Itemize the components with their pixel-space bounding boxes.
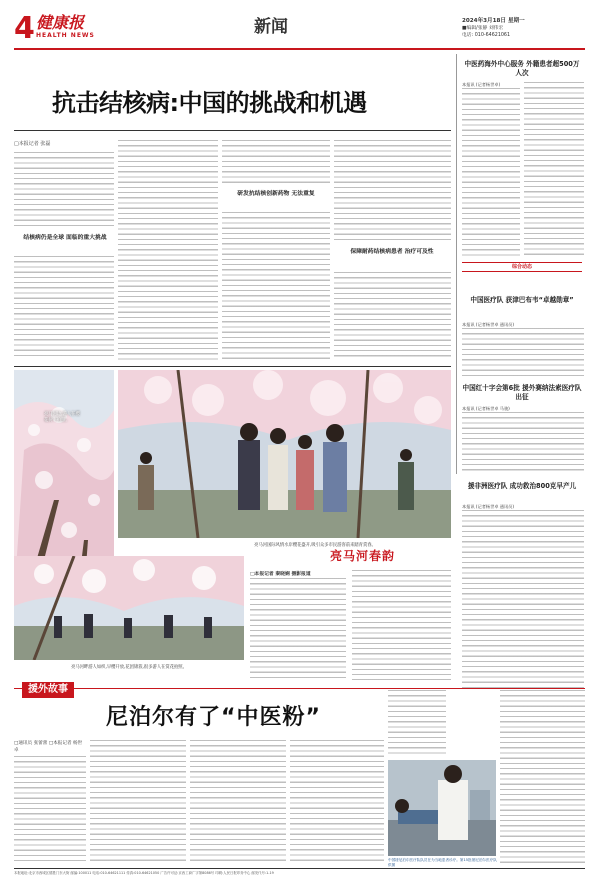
photo-top-rule — [14, 366, 451, 367]
main-photo-art — [118, 370, 451, 538]
masthead — [14, 12, 585, 48]
news4-byline: 本报讯 (记者杨世卓 通讯员) — [462, 504, 514, 509]
feature-title: 亮马河春韵 — [330, 549, 396, 563]
headline-rule — [14, 130, 451, 131]
photo-small-caption: 亮马河边,游人在樱花树下拍照。 — [44, 412, 80, 423]
news4-text — [462, 510, 584, 688]
phone-line: 电话: 010-64621061 — [462, 33, 511, 38]
bottom-byline: □通讯员 张蕾蕾 □本报记者 杨世卓 — [14, 741, 83, 753]
main-text-col3a — [222, 140, 330, 186]
photo-main-caption: 亮马河国际风情水岸樱花盛开,吸引众多市民游客前来踏青赏春。 — [254, 543, 376, 548]
bottom-tag: 援外故事 — [22, 682, 74, 698]
news1-byline: 本报讯 (记者杨世卓) — [462, 82, 501, 87]
feature-byline: □本报记者 秦晓娴 摄影报道 — [250, 572, 311, 577]
subhead-1: 结核病仍是全球 面临的重大挑战 — [23, 235, 107, 241]
photo-doctor — [388, 760, 496, 856]
subhead-2: 研发抗结核创新药物 无法重复 — [237, 191, 315, 197]
bottom-headline: 尼泊尔有了“中医粉” — [106, 705, 321, 730]
doctor-photo-art — [388, 760, 496, 856]
news1-text — [462, 88, 520, 256]
news4-headline: 援非洲医疗队 成功救治800克早产儿 — [467, 482, 577, 490]
main-byline: □本报记者 张磊 — [14, 141, 51, 147]
editor-line: ■编辑/张静 刘伟宏 — [462, 26, 504, 31]
photo-main-blossoms — [118, 370, 451, 538]
bottom-photo-caption: 中国援尼泊尔医疗队队员在为当地患者诊疗。第15批援尼泊尔医疗队供图 — [388, 858, 497, 867]
news3-byline: 本报讯 (记者杨世卓 马骏) — [462, 406, 510, 411]
news3-headline: 中国红十字会第6批 援外赛纳法索医疗队出征 — [462, 384, 582, 401]
bottom-text-col5 — [500, 690, 585, 864]
news2-byline: 本报讯 (记者杨世卓 通讯员) — [462, 322, 514, 327]
photo-left-caption: 亮马河畔游人如织,早樱开放,花团锦簇,很多游人在赏花拍照。 — [71, 665, 187, 670]
bottom-text-col4b — [388, 690, 446, 756]
main-text-col2 — [118, 140, 218, 360]
footer-text: 本报地址:北京市西城区德胜门东大街 邮编:100011 电话:010-64621111 传真:010-64621050 广告许可证:京西工商广字第8086号 印刷:人民日报印务中心 邮发代号:1-19 — [14, 871, 274, 875]
news2-tag: 综合动态 — [511, 264, 532, 270]
section-title: 新闻 — [254, 17, 288, 37]
masthead-info — [462, 18, 525, 39]
bottom-text-col2 — [90, 740, 186, 864]
page-number: 4 — [14, 11, 35, 46]
logo-en: HEALTH NEWS — [36, 32, 95, 39]
main-text-col1b — [14, 256, 114, 360]
news2-tag-wrap — [462, 262, 582, 272]
feature-text-col1 — [250, 578, 346, 680]
issue-date: 2024年3月18日 星期一 — [462, 18, 525, 24]
news3-text — [462, 412, 584, 474]
right-column-divider — [456, 54, 457, 474]
news1-headline: 中医药海外中心服务 外籍患者超500万人次 — [464, 60, 580, 77]
main-text-col3b — [222, 212, 330, 360]
photo-wide-bottom — [14, 556, 244, 660]
news2-headline: 中国医疗队 获津巴布韦“卓越勋章” — [470, 296, 574, 304]
main-headline: 抗击结核病:中国的挑战和机遇 — [52, 89, 367, 117]
main-text-col4b — [334, 272, 451, 360]
bottom-text-col3 — [190, 740, 286, 864]
bottom-section-rule — [14, 688, 585, 689]
logo — [36, 14, 95, 39]
wide-photo-art — [14, 556, 244, 660]
subhead-3: 保障耐药结核病患者 治疗可及性 — [350, 249, 434, 255]
news2-text — [462, 328, 584, 376]
footer-rule — [14, 868, 585, 869]
bottom-text-col4 — [290, 740, 384, 864]
logo-cn: 健康报 — [36, 13, 85, 32]
bottom-text-col1 — [14, 756, 86, 864]
news1-text-b — [524, 82, 584, 256]
main-text-col4a — [334, 140, 451, 244]
main-text-col1a — [14, 152, 114, 230]
feature-text-col2 — [352, 570, 451, 680]
masthead-rule — [14, 48, 585, 50]
